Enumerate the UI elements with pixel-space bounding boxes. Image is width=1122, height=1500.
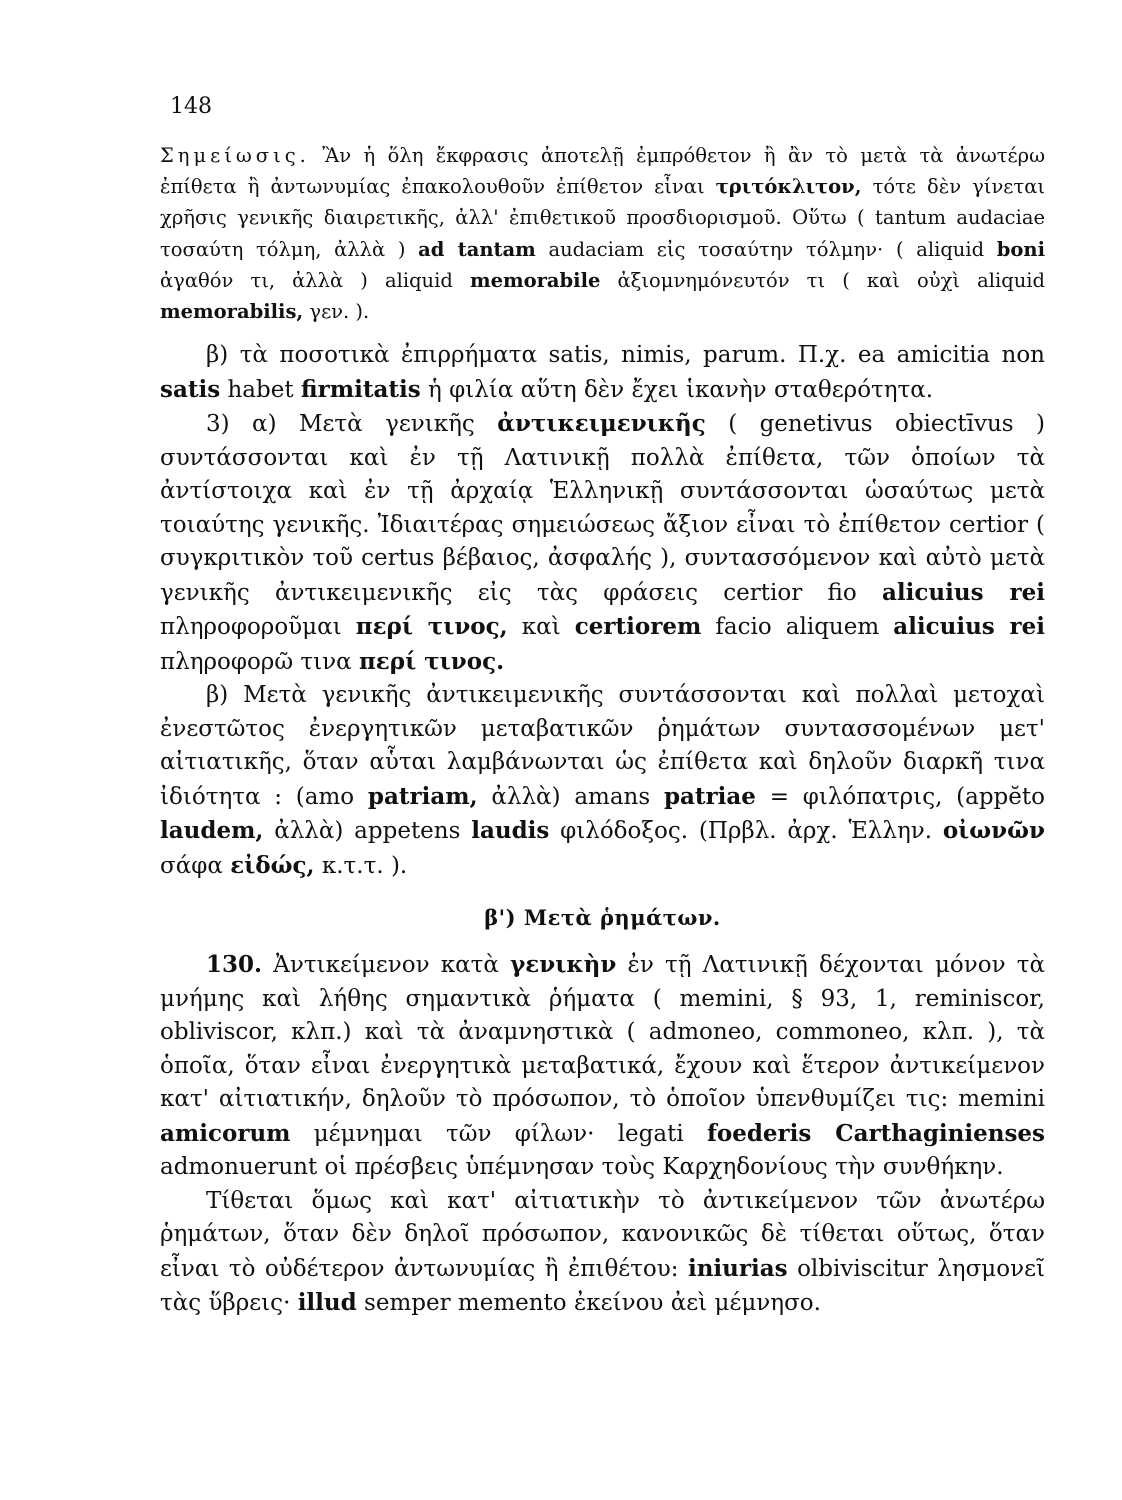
text: μέμνημαι τῶν φίλων· legati <box>313 1120 684 1147</box>
bold-term: ἀντικειμενικῆς <box>497 410 706 438</box>
bold-term: certiorem <box>574 613 702 641</box>
section-heading: β') Μετὰ ῥημάτων. <box>484 905 721 931</box>
bold-term: illud <box>297 1289 357 1317</box>
bold-term: τριτόκλιτον, <box>715 175 862 199</box>
text: ἀγαθόν τι, ἀλλὰ ) aliquid <box>160 268 453 292</box>
text: ( genetivus obiectīvus ) συντάσσονται καὶ ἐν τῇ Λατινικῇ πολλὰ ἐπίθετα, τῶν ὁποίων τὰ ἀντίστοιχα καὶ ἐν τῇ ἀρχαίᾳ Ἑλληνικῇ συντάσσονται ὡσαύτως μετὰ τοιαύτης γενικῆς. Ἰδιαιτέρας σημειώσεως ἄξιον εἶναι τὸ ἐπίθετον certior ( συγκριτικὸν τοῦ certus βέβαιος, ἀσφαλής ), συντασσόμενον καὶ αὐτὸ μετὰ γενικῆς ἀντικειμενικῆς εἰς τὰς φράσεις certior fio <box>160 411 1046 606</box>
bold-term: firmitatis <box>300 375 421 403</box>
text: σάφα <box>160 852 223 879</box>
note-paragraph <box>160 140 1045 327</box>
bold-term: boni <box>996 237 1046 261</box>
text: 3) α) Μετὰ γενικῆς <box>206 411 475 438</box>
bold-term: foederis Carthaginienses <box>706 1119 1046 1147</box>
text: Ἀντικείμενον κατὰ <box>273 952 499 979</box>
text: olbiviscitur λησμονεῖ τὰς ὕβρεις· <box>160 1255 1045 1317</box>
bold-term: περί τινος. <box>358 647 505 675</box>
note-label: Σημείωσις. <box>160 144 310 167</box>
page-number: 148 <box>170 94 212 119</box>
bold-term: memorabile <box>469 268 601 292</box>
text: τότε δὲν γίνεται χρῆσις γενικῆς διαιρετικῆς, ἀλλ' ἐπιθετικοῦ προσδιορισμοῦ. Οὕτω ( tantum audaciae τοσαύτη τόλμη, ἀλλὰ ) <box>160 175 1046 261</box>
bold-term: satis <box>160 375 221 403</box>
bold-term: alicuius rei <box>893 613 1046 641</box>
paragraph-accusative <box>160 1185 1045 1321</box>
text: πληροφοροῦμαι <box>160 614 342 641</box>
bold-term: patriae <box>663 782 756 810</box>
paragraph-130 <box>160 948 1045 1185</box>
text: καὶ <box>521 614 561 641</box>
bold-term: iniurias <box>687 1254 788 1282</box>
section-number: 130. <box>206 951 263 979</box>
text: πληροφορῶ τινα <box>160 648 352 675</box>
text: Ἂν ἡ ὅλη ἔκφρασις ἀποτελῇ ἐμπρόθετον ἢ ἂν τὸ μετὰ τὰ ἀνωτέρω ἐπίθετα ἢ ἀντωνυμίας ἐπακολουθοῦν ἐπίθετον εἶναι <box>160 144 1045 199</box>
text: audaciam εἰς τοσαύτην τόλμην· ( aliquid <box>548 237 985 261</box>
text: ἀλλὰ) appetens <box>274 818 461 845</box>
paragraph-3b <box>160 679 1045 883</box>
paragraph-beta-adverbs <box>160 339 1045 407</box>
text: β) Μετὰ γενικῆς ἀντικειμενικῆς συντάσσονται καὶ πολλαὶ μετοχαὶ ἐνεστῶτος ἐνεργητικῶν μεταβατικῶν ῥημάτων συντασσομένων μετ' αἰτιατικῆς, ὅταν αὗται λαμβάνωνται ὡς ἐπίθετα καὶ δηλοῦν διαρκῆ τινα ἰδιότητα : (amo <box>160 682 1045 810</box>
bold-term: γενικὴν <box>510 951 617 979</box>
text: ἀλλὰ) amans <box>491 783 651 810</box>
bold-term: memorabilis, <box>160 300 304 324</box>
text: φιλόδοξος. (Πρβλ. ἀρχ. Ἑλλην. <box>560 818 933 845</box>
bold-term: laudem, <box>160 817 264 845</box>
text: ἡ φιλία αὕτη δὲν ἔχει ἱκανὴν σταθερότητα. <box>427 376 934 403</box>
bold-term: alicuius rei <box>882 578 1045 606</box>
bold-term: laudis <box>471 817 550 845</box>
text: ἀξιομνημόνευτόν τι ( καὶ οὐχὶ aliquid <box>617 268 1045 292</box>
bold-term: patriam, <box>367 782 478 810</box>
bold-term: ad tantam <box>418 237 536 261</box>
bold-term: περί τινος, <box>355 613 508 641</box>
text: ἐν τῇ Λατινικῇ δέχονται μόνον τὰ μνήμης καὶ λήθης σημαντικὰ ῥήματα ( memini, § 93, 1, reminiscor, obliviscor, κλπ.) καὶ τὰ ἀναμνηστικὰ ( admoneo, commoneo, κλπ. ), τὰ ὁποῖα, ὅταν εἶναι ἐνεργητικὰ μεταβατικά, ἔχουν καὶ ἕτερον ἀντικείμενον κατ' αἰτιατικήν, δηλοῦν τὸ πρόσωπον, τὸ ὁποῖον ὑπενθυμίζει τις: memini <box>160 952 1046 1113</box>
text: β) τὰ ποσοτικὰ ἐπιρρήματα satis, nimis, parum. Π.χ. ea amicitia non <box>206 342 1045 369</box>
text: admonuerunt οἱ πρέσβεις ὑπέμνησαν τοὺς Καρχηδονίους τὴν συνθήκην. <box>160 1154 1004 1181</box>
text: = φιλόπατρις, (appĕto <box>769 783 1045 810</box>
text: facio aliquem <box>715 614 880 641</box>
text: semper memento ἐκείνου ἀεὶ μέμνησο. <box>364 1290 821 1317</box>
text: γεν. ). <box>309 300 370 324</box>
bold-term: οἰωνῶν <box>942 817 1045 845</box>
page-body <box>160 140 1045 1321</box>
paragraph-3a <box>160 407 1045 679</box>
text: κ.τ.τ. ). <box>321 852 408 879</box>
bold-term: amicorum <box>160 1119 291 1147</box>
text: habet <box>227 376 294 403</box>
bold-term: εἰδώς, <box>230 851 315 879</box>
text: Τίθεται ὅμως καὶ κατ' αἰτιατικὴν τὸ ἀντικείμενον τῶν ἀνωτέρω ῥημάτων, ὅταν δὲν δηλοῖ πρόσωπον, κανονικῶς δὲ τίθεται οὕτως, ὅταν εἶναι τὸ οὐδέτερον ἀντωνυμίας ἢ ἐπιθέτου: <box>160 1187 1045 1282</box>
